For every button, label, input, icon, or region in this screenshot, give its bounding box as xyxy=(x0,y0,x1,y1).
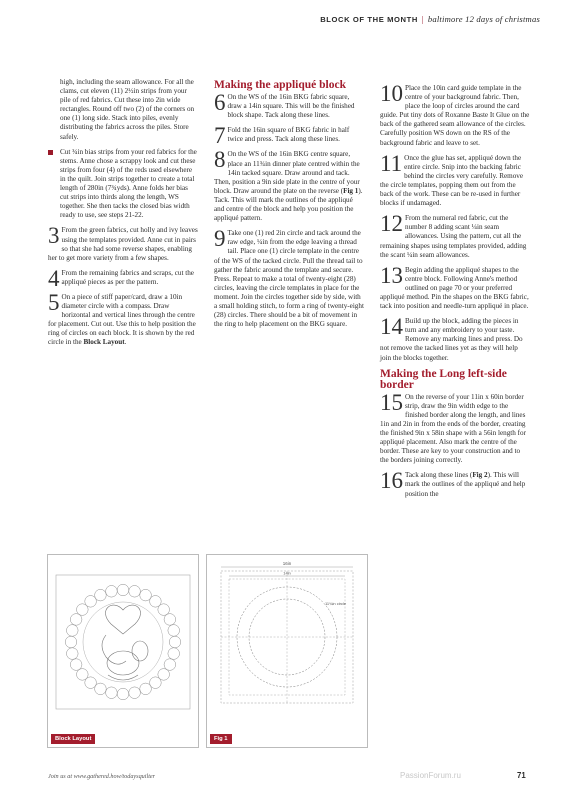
bullet-square-icon xyxy=(48,150,53,155)
step-text-end: . xyxy=(124,338,127,347)
step-number: 4 xyxy=(48,265,60,291)
step-text: On the WS of the 16in BKG fabric square, draw a 14in square. This will be the finished block shape. Tack along these lines. xyxy=(227,93,355,120)
paragraph: high, including the seam allowance. For all the clams, cut eleven (11) 2½in strips from your pile of red fabrics. Cut these into 2in wide rectangles. Round off two (2) of the corners on one (1) long side. Stack into piles, evenly distributing the fabrics across the piles. Store safely. xyxy=(60,78,195,141)
ring-circle xyxy=(67,648,79,660)
step-text-end: ). Tack. This will mark the outlines of the appliqué and centre of the block and help you position the appliqué pattern. xyxy=(214,186,363,223)
ring-circle xyxy=(158,604,170,616)
step-8 xyxy=(214,147,364,223)
ring-circle xyxy=(140,683,152,695)
step-text: Tack along these lines ( xyxy=(405,471,473,480)
ring-circle xyxy=(164,614,176,626)
step-13 xyxy=(380,262,530,311)
bullet-text: Cut ¾in bias strips from your red fabrics for the stems. Anne chose a scrappy look and cut these strips from four (4) of the reds used elsewhere in the quilt. Join strips together to create a total length of 280in (7¾yds). Anne folds her bias cut strips into thirds along the length, WS together. She then tacks the closed bias width ready to use, see steps 21-22. xyxy=(60,147,197,220)
ring-circle xyxy=(95,589,107,601)
ring-circle xyxy=(168,648,180,660)
watermark: PassionForum.ru xyxy=(400,771,461,780)
block-layout-figure xyxy=(47,554,199,748)
step-5 xyxy=(48,289,198,348)
ring-circle xyxy=(70,614,82,626)
step-ref: Block Layout xyxy=(83,338,125,347)
column-3 xyxy=(380,81,530,505)
ring-circle xyxy=(77,669,89,681)
step-9 xyxy=(214,226,364,329)
step-text: Take one (1) red 2in circle and tack around the raw edge, ¼in from the edge leaving a thread tail. Place one (1) circle template in the centre of the WS of the tacked circle. Pull the thread tail to gather the fabric around the template and secure. Press. Repeat to make a total of twenty-eight (28) circles, leaving the circle templates in place for the moment. Join the circles together side by side, with a small holding stitch, to form a ring of twenty-eight (28) circles. There should be a bit of movement in the ring to help placement on the BKG square. xyxy=(214,229,364,329)
step-number: 11 xyxy=(380,150,403,176)
step-text: Once the glue has set, appliqué down the entire circle. Snip into the backing fabric behind the circles very carefully. Remove the circle templates, popping them out from the back of the work. These can be re-used in further blocks if undamaged. xyxy=(380,153,524,208)
fig-1-diagram xyxy=(206,554,368,748)
step-6 xyxy=(214,90,364,120)
ring-circle xyxy=(140,589,152,601)
section-heading: Making the appliqué block xyxy=(214,79,346,91)
column-2 xyxy=(214,80,364,335)
ring-circle xyxy=(65,636,77,648)
step-text: From the remaining fabrics and scraps, cut the appliqué pieces as per the pattern. xyxy=(61,268,194,286)
figure-caption: Fig 1 xyxy=(210,734,232,744)
step-number: 14 xyxy=(380,314,403,340)
step-text: From the green fabrics, cut holly and ivy leaves using the templates provided. Anne cut in pairs so that she had some reverse shapes, enabling her to get more variety from a few shapes. xyxy=(48,226,198,262)
dim-16in-label: 16in xyxy=(282,561,292,566)
ring-circle xyxy=(169,636,181,648)
ring-circle xyxy=(106,687,118,699)
block-layout-drawing xyxy=(48,555,198,735)
ring-circle xyxy=(117,688,129,700)
step-text: Begin adding the appliqué shapes to the centre block. Following Anne's method outlined on page 70 or your preferred appliqué method. Pin the shapes on the BKG fabric, tack into position and needle-turn appliqué in place. xyxy=(380,265,529,311)
figure-caption: Block Layout xyxy=(51,734,95,744)
step-text: Fold the 16in square of BKG fabric in half twice and press. Tack along these lines. xyxy=(227,126,350,144)
step-15 xyxy=(380,389,530,466)
step-number: 6 xyxy=(214,90,226,115)
step-4 xyxy=(48,265,198,291)
step-text: On the reverse of your 11in x 60in border strip, draw the 9in width edge to the finished border along the length, and lines 1in and 2in in from the ends of the border, creating the finished 9in x 58in shape with a 56in length for appliqué placement. Also mark the centre of the border. These are key to your construction and to the borders joining correctly. xyxy=(380,392,526,465)
step-number: 10 xyxy=(380,81,403,106)
ring-circle xyxy=(67,625,79,637)
step-number: 9 xyxy=(214,226,226,252)
ring-circle xyxy=(168,625,180,637)
step-number: 15 xyxy=(380,389,403,415)
step-text: Build up the block, adding the pieces in turn and any embroidery to your taste. Remove any marking lines and press. Do not remove the tacked lines yet as they will help join the blocks together. xyxy=(380,317,523,362)
section-heading: Making the Long left-side border xyxy=(380,367,507,391)
column-1 xyxy=(48,78,198,354)
ring-circle xyxy=(117,584,129,596)
fig-1-drawing xyxy=(207,555,367,735)
step-7 xyxy=(214,123,364,149)
step-text: On the WS of the 16in BKG centre square, place an 11¾in dinner plate centred within the 14in tacked square. Draw around and tack. Then, position a 9in side plate in the centre of your block. Draw around the plate on the reverse ( xyxy=(214,150,360,195)
step-number: 7 xyxy=(214,123,226,149)
step-3 xyxy=(48,223,198,262)
ring-circle xyxy=(164,659,176,671)
step-10 xyxy=(380,81,530,148)
step-text: On a piece of stiff paper/card, draw a 10in diameter circle with a compass. Draw horizontal and vertical lines through the centre for placement. Cut out. Use this to help position the ring of circles on each block. It is shown by the red circle in the xyxy=(48,292,196,347)
step-number: 8 xyxy=(214,147,226,173)
step-14 xyxy=(380,314,530,362)
ring-circle xyxy=(70,659,82,671)
running-header xyxy=(320,14,540,24)
ring-circle xyxy=(129,586,141,598)
step-11 xyxy=(380,150,530,209)
footer-link-text: Join us at www.gathered.how/todaysquilter xyxy=(48,773,156,780)
step-text: From the numeral red fabric, cut the number 8 adding scant ¼in seam allowances. Using the pattern, cut all the remaining shapes using templates provided, adding the scant ¼in seam allowances. xyxy=(380,214,527,259)
header-separator: | xyxy=(421,14,424,24)
ring-circle xyxy=(150,677,162,689)
section-label: BLOCK OF THE MONTH xyxy=(320,15,418,24)
page-number: 71 xyxy=(517,771,526,780)
ring-circle xyxy=(106,586,118,598)
step-number: 12 xyxy=(380,211,403,237)
step-text-end: ). This will mark the outlines of the appliqué and help position the xyxy=(405,471,526,498)
series-title: baltimore 12 days of christmas xyxy=(427,14,540,24)
circle-dim-label: 11¾in circle xyxy=(325,601,347,606)
step-text: Place the 10in card guide template in the centre of your background fabric. Then, place the loop of circles around the card guide. Put tiny dots of Roxanne Baste It Glue on the back of the gathered seam allowance of the circles. Carefully position WS down on the RS of the background fabric and leave to set. xyxy=(380,84,530,147)
dim-14in-label: 14in xyxy=(283,570,291,576)
step-16 xyxy=(380,468,530,498)
ring-circle xyxy=(85,596,97,608)
ring-circle xyxy=(95,683,107,695)
figure-ref: Fig 1 xyxy=(343,186,359,195)
figure-ref: Fig 2 xyxy=(472,471,488,480)
bullet-item xyxy=(48,148,198,221)
step-number: 16 xyxy=(380,468,403,494)
step-12 xyxy=(380,211,530,259)
step-number: 13 xyxy=(380,262,403,288)
step-number: 3 xyxy=(48,223,60,249)
ring-circle xyxy=(129,687,141,699)
step-number: 5 xyxy=(48,289,60,315)
